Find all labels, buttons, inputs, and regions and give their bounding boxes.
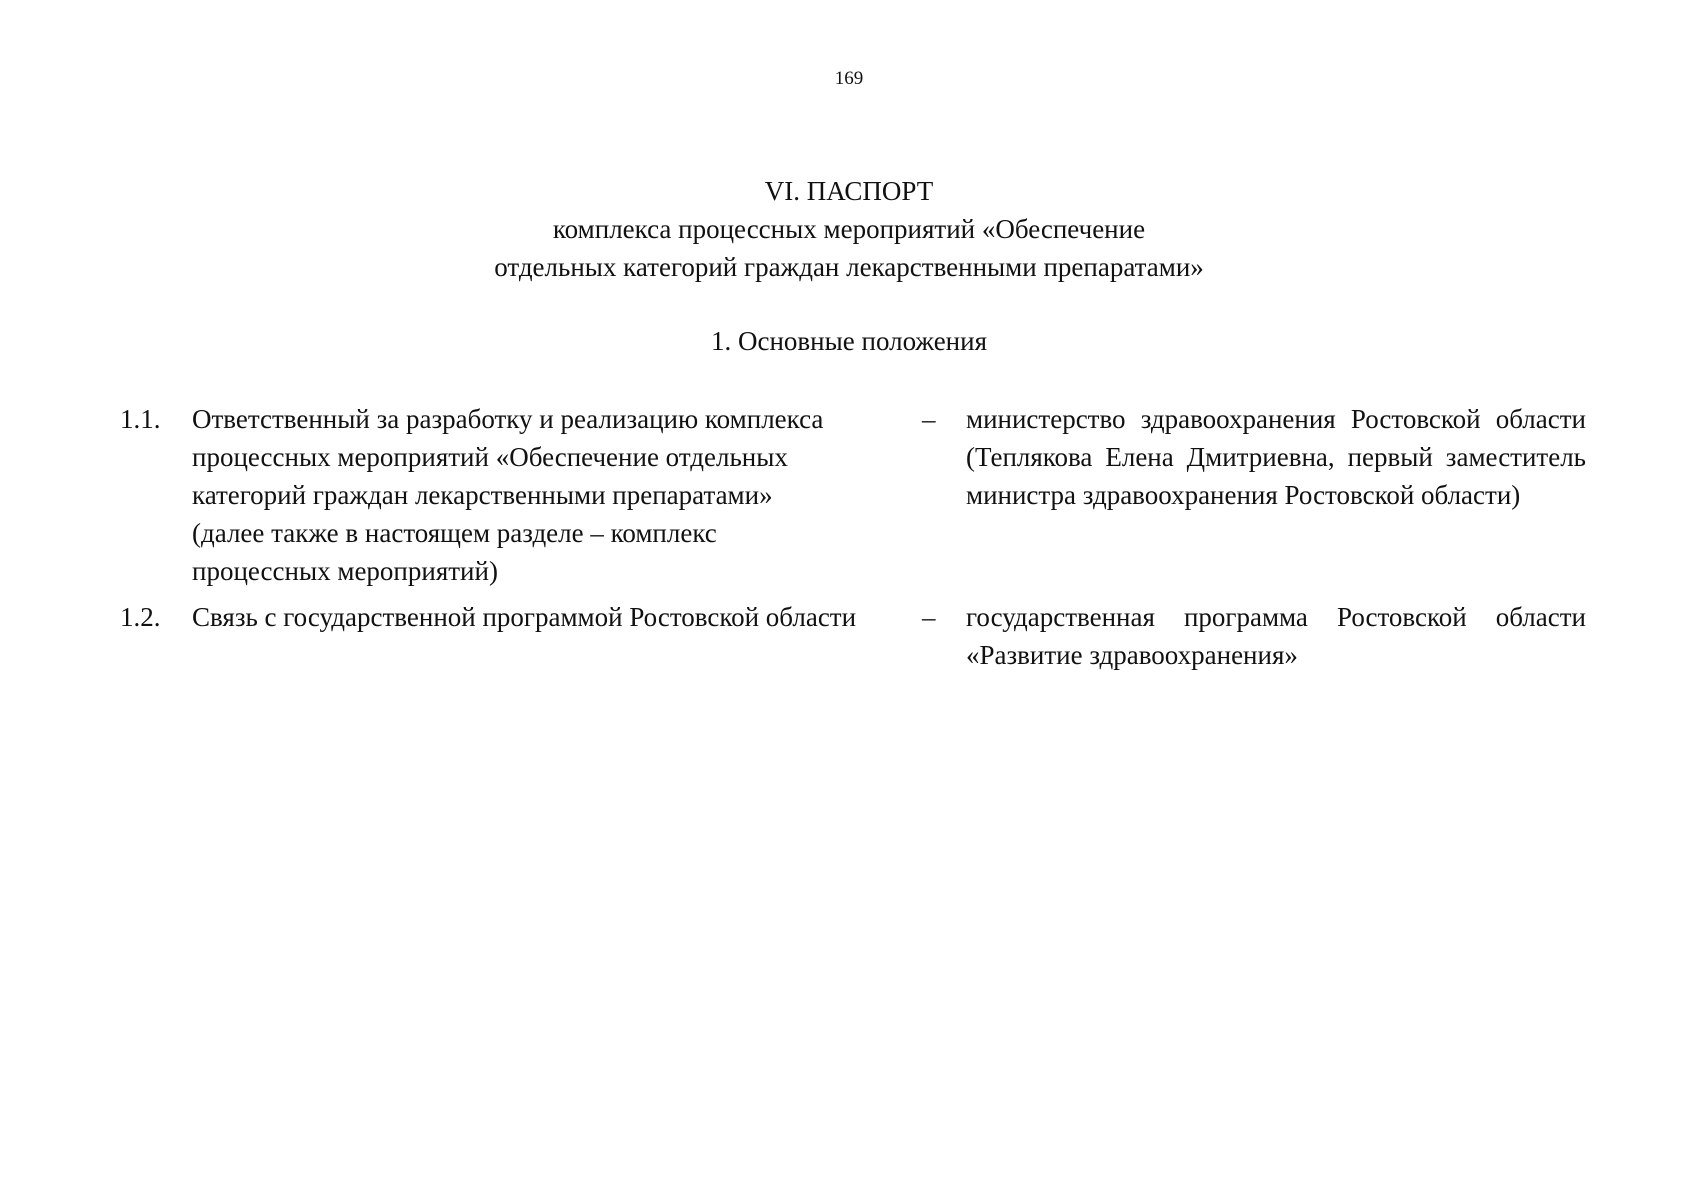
item-value: государственная программа Ростовской области «Развитие здравоохранения» — [966, 602, 1586, 670]
heading-line-1: VI. ПАСПОРТ — [764, 176, 934, 206]
item-label-line: (далее также в настоящем разделе – комплекс — [192, 518, 717, 548]
item-label-line: процессных мероприятий «Обеспечение отдельных — [192, 442, 788, 472]
item-label-line: процессных мероприятий) — [192, 556, 498, 586]
item-number: 1.1. — [120, 404, 161, 434]
item-dash: – — [922, 602, 936, 632]
list-item — [0, 400, 1698, 590]
heading-line-2: комплекса процессных мероприятий «Обеспечение — [552, 214, 1146, 244]
item-label — [192, 400, 912, 590]
item-dash: – — [922, 404, 936, 434]
item-label-line: Ответственный за разработку и реализацию комплекса — [192, 404, 824, 434]
list-item — [0, 598, 1698, 674]
item-value: министерство здравоохранения Ростовской области (Теплякова Елена Дмитриевна, первый заместитель министра здравоохранения Ростовской области) — [966, 404, 1586, 510]
document-heading — [0, 172, 1698, 286]
heading-line-3: отдельных категорий граждан лекарственными препаратами» — [494, 252, 1204, 282]
provisions-list — [0, 400, 1698, 674]
page-number: 169 — [834, 68, 864, 89]
section-title: 1. Основные положения — [711, 326, 987, 356]
item-label — [192, 598, 912, 636]
item-label-line: категорий граждан лекарственными препаратами» — [192, 480, 773, 510]
item-label-line: Связь с государственной программой Ростовской области — [192, 602, 857, 632]
item-number: 1.2. — [120, 602, 161, 632]
